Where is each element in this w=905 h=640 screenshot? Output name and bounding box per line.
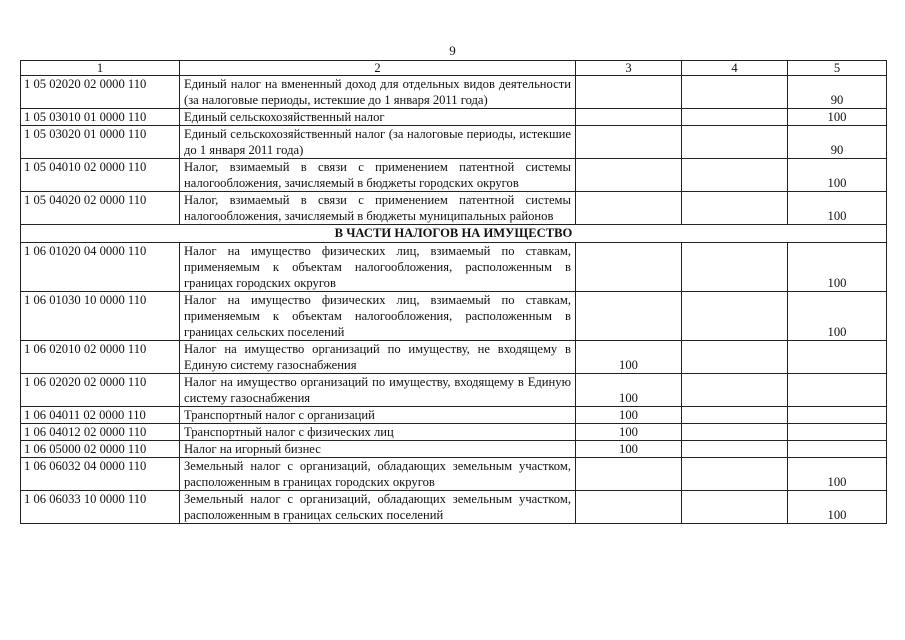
table-row bbox=[21, 159, 887, 192]
budget-code-cell: 1 06 01020 04 0000 110 bbox=[21, 243, 180, 292]
tax-description-cell: Единый сельскохозяйственный налог (за налоговые периоды, истекшие до 1 января 2011 года) bbox=[180, 126, 576, 159]
table-row bbox=[21, 292, 887, 341]
column-4-value-cell bbox=[682, 374, 788, 407]
table-row bbox=[21, 192, 887, 225]
column-header-4: 4 bbox=[682, 61, 788, 76]
column-5-value-cell: 100 bbox=[788, 109, 887, 126]
column-4-value-cell bbox=[682, 341, 788, 374]
tax-description-cell: Единый сельскохозяйственный налог bbox=[180, 109, 576, 126]
column-header-5: 5 bbox=[788, 61, 887, 76]
column-5-value-cell bbox=[788, 424, 887, 441]
budget-code-cell: 1 05 04010 02 0000 110 bbox=[21, 159, 180, 192]
tax-description-cell: Земельный налог с организаций, обладающих земельным участком, расположенным в границах сельских поселений bbox=[180, 491, 576, 524]
revenue-distribution-table bbox=[20, 60, 887, 524]
budget-code-cell: 1 06 02010 02 0000 110 bbox=[21, 341, 180, 374]
column-5-value-cell bbox=[788, 407, 887, 424]
column-3-value-cell bbox=[576, 126, 682, 159]
tax-description-cell: Транспортный налог с физических лиц bbox=[180, 424, 576, 441]
table-row bbox=[21, 76, 887, 109]
budget-code-cell: 1 05 03010 01 0000 110 bbox=[21, 109, 180, 126]
column-3-value-cell: 100 bbox=[576, 341, 682, 374]
table-row bbox=[21, 407, 887, 424]
column-5-value-cell bbox=[788, 341, 887, 374]
column-3-value-cell: 100 bbox=[576, 441, 682, 458]
column-4-value-cell bbox=[682, 243, 788, 292]
column-5-value-cell: 100 bbox=[788, 192, 887, 225]
section-header-row bbox=[21, 225, 887, 243]
column-4-value-cell bbox=[682, 424, 788, 441]
budget-code-cell: 1 06 06033 10 0000 110 bbox=[21, 491, 180, 524]
column-3-value-cell bbox=[576, 192, 682, 225]
tax-description-cell: Земельный налог с организаций, обладающих земельным участком, расположенным в границах городских округов bbox=[180, 458, 576, 491]
column-5-value-cell: 100 bbox=[788, 491, 887, 524]
column-5-value-cell bbox=[788, 441, 887, 458]
column-3-value-cell bbox=[576, 159, 682, 192]
column-4-value-cell bbox=[682, 292, 788, 341]
table-row bbox=[21, 126, 887, 159]
column-3-value-cell: 100 bbox=[576, 374, 682, 407]
tax-description-cell: Налог на имущество физических лиц, взимаемый по ставкам, применяемым к объектам налогообложения, расположенным в границах городских округов bbox=[180, 243, 576, 292]
column-5-value-cell: 100 bbox=[788, 292, 887, 341]
tax-description-cell: Налог, взимаемый в связи с применением патентной системы налогообложения, зачисляемый в бюджеты муниципальных районов bbox=[180, 192, 576, 225]
section-title: В ЧАСТИ НАЛОГОВ НА ИМУЩЕСТВО bbox=[21, 225, 887, 243]
budget-code-cell: 1 05 03020 01 0000 110 bbox=[21, 126, 180, 159]
column-header-3: 3 bbox=[576, 61, 682, 76]
budget-code-cell: 1 06 01030 10 0000 110 bbox=[21, 292, 180, 341]
column-3-value-cell bbox=[576, 109, 682, 126]
column-3-value-cell: 100 bbox=[576, 407, 682, 424]
column-5-value-cell: 90 bbox=[788, 126, 887, 159]
table-row bbox=[21, 424, 887, 441]
column-3-value-cell bbox=[576, 76, 682, 109]
budget-code-cell: 1 05 02020 02 0000 110 bbox=[21, 76, 180, 109]
column-header-1: 1 bbox=[21, 61, 180, 76]
column-4-value-cell bbox=[682, 109, 788, 126]
column-5-value-cell: 100 bbox=[788, 159, 887, 192]
table-row bbox=[21, 441, 887, 458]
tax-description-cell: Налог на имущество организаций по имуществу, не входящему в Единую систему газоснабжения bbox=[180, 341, 576, 374]
column-5-value-cell bbox=[788, 374, 887, 407]
column-3-value-cell bbox=[576, 491, 682, 524]
column-4-value-cell bbox=[682, 407, 788, 424]
column-4-value-cell bbox=[682, 159, 788, 192]
tax-description-cell: Налог, взимаемый в связи с применением патентной системы налогообложения, зачисляемый в бюджеты городских округов bbox=[180, 159, 576, 192]
table-row bbox=[21, 341, 887, 374]
table-row bbox=[21, 109, 887, 126]
tax-description-cell: Транспортный налог с организаций bbox=[180, 407, 576, 424]
column-5-value-cell: 90 bbox=[788, 76, 887, 109]
column-header-2: 2 bbox=[180, 61, 576, 76]
column-5-value-cell: 100 bbox=[788, 458, 887, 491]
budget-code-cell: 1 06 06032 04 0000 110 bbox=[21, 458, 180, 491]
column-4-value-cell bbox=[682, 192, 788, 225]
column-3-value-cell bbox=[576, 292, 682, 341]
table-row bbox=[21, 374, 887, 407]
column-3-value-cell bbox=[576, 243, 682, 292]
budget-code-cell: 1 05 04020 02 0000 110 bbox=[21, 192, 180, 225]
page-number: 9 bbox=[449, 43, 456, 58]
table-header-row bbox=[21, 61, 887, 76]
column-4-value-cell bbox=[682, 491, 788, 524]
table-row bbox=[21, 458, 887, 491]
tax-description-cell: Налог на имущество физических лиц, взимаемый по ставкам, применяемым к объектам налогообложения, расположенным в границах сельских поселений bbox=[180, 292, 576, 341]
column-3-value-cell: 100 bbox=[576, 424, 682, 441]
table-row bbox=[21, 491, 887, 524]
tax-description-cell: Налог на игорный бизнес bbox=[180, 441, 576, 458]
column-5-value-cell: 100 bbox=[788, 243, 887, 292]
budget-code-cell: 1 06 04011 02 0000 110 bbox=[21, 407, 180, 424]
budget-code-cell: 1 06 04012 02 0000 110 bbox=[21, 424, 180, 441]
column-4-value-cell bbox=[682, 76, 788, 109]
budget-code-cell: 1 06 02020 02 0000 110 bbox=[21, 374, 180, 407]
tax-description-cell: Единый налог на вмененный доход для отдельных видов деятельности (за налоговые периоды, истекшие до 1 января 2011 года) bbox=[180, 76, 576, 109]
column-4-value-cell bbox=[682, 126, 788, 159]
budget-code-cell: 1 06 05000 02 0000 110 bbox=[21, 441, 180, 458]
column-4-value-cell bbox=[682, 441, 788, 458]
column-3-value-cell bbox=[576, 458, 682, 491]
column-4-value-cell bbox=[682, 458, 788, 491]
table-row bbox=[21, 243, 887, 292]
tax-description-cell: Налог на имущество организаций по имуществу, входящему в Единую систему газоснабжения bbox=[180, 374, 576, 407]
